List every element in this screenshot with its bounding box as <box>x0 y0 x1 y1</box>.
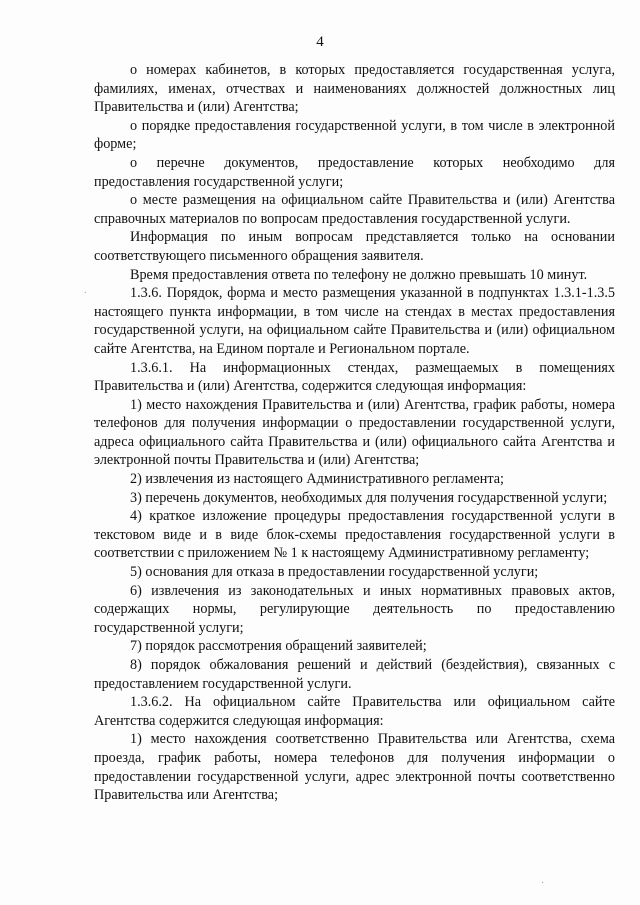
page-number: 4 <box>316 34 324 50</box>
paragraph: Информация по иным вопросам представляется только на основании соответствующего письменного обращения заявителя. <box>94 229 615 264</box>
scan-speck: · <box>541 878 545 889</box>
document-body <box>94 61 615 805</box>
paragraph: 4) краткое изложение процедуры предоставления государственной услуги в текстовом виде и в виде блок-схемы предоставления государственной услуги в соответствии с приложением № 1 к настоящему Административному регламенту; <box>94 508 615 562</box>
paragraph: о порядке предоставления государственной услуги, в том числе в электронной форме; <box>94 117 615 153</box>
paragraph: 1.3.6.2. На официальном сайте Правительства или официальном сайте Агентства содержится следующая информация: <box>94 694 615 729</box>
paragraph: 1.3.6.1. На информационных стендах, размещаемых в помещениях Правительства и (или) Агентства, содержится следующая информация: <box>94 359 615 395</box>
paragraph: 1) место нахождения соответственно Правительства или Агентства, схема проезда, график работы, номера телефонов для получения информации о предоставлении государственной услуги, адрес электронной почты соответственно Правительства или Агентства; <box>94 731 615 804</box>
paragraph: 3) перечень документов, необходимых для получения государственной услуги; <box>130 489 608 506</box>
paragraph: 7) порядок рассмотрения обращений заявителей; <box>130 638 427 655</box>
scan-speck: . <box>84 285 87 296</box>
paragraph: Время предоставления ответа по телефону не должно превышать 10 минут. <box>130 266 588 283</box>
paragraph: 2) извлечения из настоящего Административного регламента; <box>130 471 504 488</box>
paragraph: о перечне документов, предоставление которых необходимо для предоставления государственной услуги; <box>94 154 615 190</box>
paragraph: 1) место нахождения Правительства и (или) Агентства, график работы, номера телефонов для получения информации о предоставлении государственной услуги, адреса официального сайта Правительства и (или) официального сайта Агентства и электронной почты Правительства и (или) Агентства; <box>94 396 615 469</box>
paragraph: о месте размещения на официальном сайте Правительства и (или) Агентства справочных материалов по вопросам предоставления государственной услуги. <box>94 192 615 227</box>
paragraph: 6) извлечения из законодательных и иных нормативных правовых актов, содержащих нормы, регулирующие деятельность по предоставлению государственной услуги; <box>94 582 615 636</box>
paragraph: о номерах кабинетов, в которых предоставляется государственная услуга, фамилиях, именах, отчествах и наименованиях должностей должностных лиц Правительства и (или) Агентства; <box>94 62 615 116</box>
paragraph: 1.3.6. Порядок, форма и место размещения указанной в подпунктах 1.3.1-1.3.5 настоящего пункта информации, в том числе на стендах в местах предоставления государственной услуги, на официальном сайте Правительства и (или) официальном сайте Агентства, на Едином портале и Региональном портале. <box>94 285 615 357</box>
paragraph: 5) основания для отказа в предоставлении государственной услуги; <box>130 564 539 581</box>
paragraph: 8) порядок обжалования решений и действий (бездействия), связанных с предоставлением государственной услуги. <box>94 657 615 692</box>
